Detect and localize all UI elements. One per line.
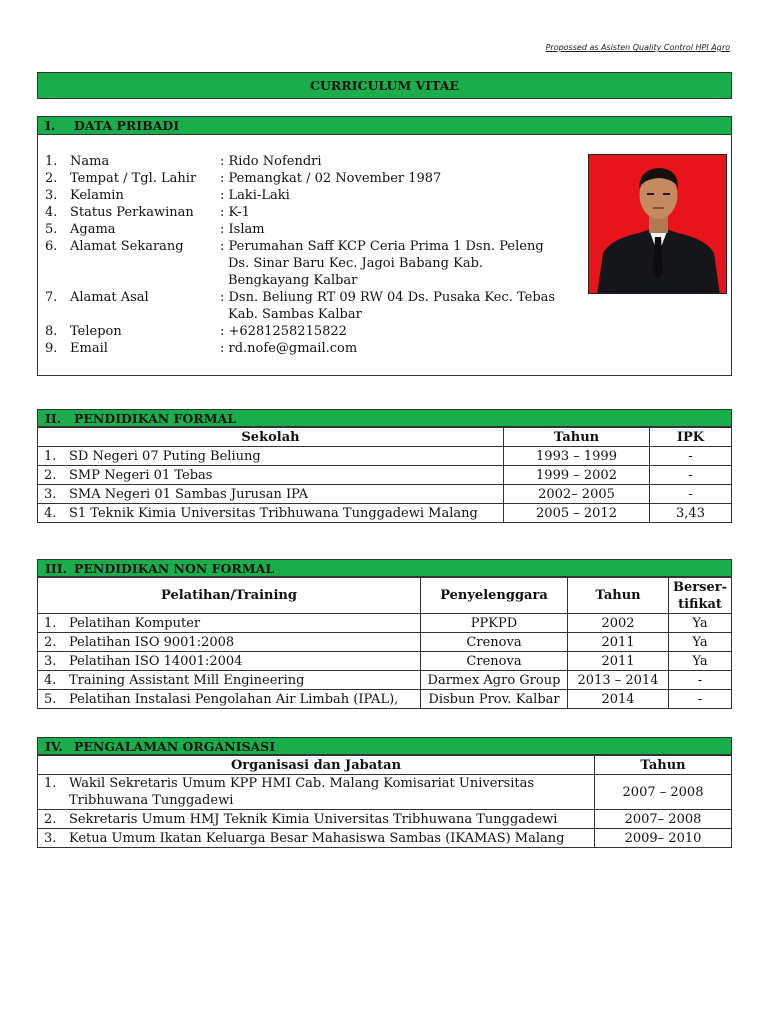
organizer-cell: Darmex Agro Group — [421, 671, 568, 690]
field-value: : Pemangkat / 02 November 1987 — [220, 171, 442, 186]
year-cell: 1993 – 1999 — [504, 447, 650, 466]
pengalaman-organisasi-section — [37, 737, 732, 848]
row-number: 2. — [44, 811, 57, 827]
gpa-cell: - — [650, 485, 732, 504]
row-number: 5. — [44, 691, 57, 707]
field-number: 3. — [45, 188, 58, 203]
school-cell — [38, 447, 504, 466]
certificate-cell: Ya — [669, 633, 732, 652]
personal-field — [45, 170, 565, 187]
row-number: 3. — [44, 653, 57, 669]
organization-cell — [38, 810, 595, 829]
table-row — [38, 652, 732, 671]
table-row — [38, 614, 732, 633]
organization-name: Wakil Sekretaris Umum KPP HMI Cab. Malang Komisariat Universitas — [69, 776, 535, 791]
field-value-continued: Kab. Sambas Kalbar — [228, 307, 362, 322]
personal-field — [45, 323, 565, 340]
section-number: I. — [45, 118, 56, 133]
field-label: Tempat / Tgl. Lahir — [70, 171, 197, 186]
field-label: Status Perkawinan — [70, 205, 194, 220]
field-value-wrap — [220, 238, 565, 289]
header-note: Propossed as Asisten Quality Control HPI Agro — [545, 43, 730, 52]
field-value: : Laki-Laki — [220, 188, 290, 203]
field-value: : Islam — [220, 222, 265, 237]
certificate-cell: - — [669, 690, 732, 709]
formal-education-table — [37, 427, 732, 523]
cv-title: CURRICULUM VITAE — [37, 72, 732, 99]
school-name: SD Negeri 07 Puting Beliung — [69, 448, 261, 464]
table-header-row — [38, 428, 732, 447]
table-row — [38, 485, 732, 504]
section-title: PENDIDIKAN NON FORMAL — [74, 561, 275, 576]
gpa-cell: - — [650, 466, 732, 485]
column-header — [669, 578, 732, 614]
field-number: 8. — [45, 324, 58, 339]
training-cell — [38, 614, 421, 633]
row-number: 1. — [44, 776, 57, 791]
certificate-cell: Ya — [669, 614, 732, 633]
column-header: IPK — [650, 428, 732, 447]
school-name: SMA Negeri 01 Sambas Jurusan IPA — [69, 486, 309, 502]
profile-photo — [588, 154, 727, 294]
year-cell: 2013 – 2014 — [568, 671, 669, 690]
field-label: Alamat Sekarang — [70, 239, 184, 254]
field-number: 2. — [45, 171, 58, 186]
organization-cell — [38, 829, 595, 848]
data-pribadi-section — [37, 116, 732, 376]
table-row — [38, 810, 732, 829]
portrait-illustration — [589, 155, 727, 294]
field-value: : K-1 — [220, 205, 250, 220]
year-cell: 2002– 2005 — [504, 485, 650, 504]
gpa-cell: - — [650, 447, 732, 466]
column-header-line: Berser- — [673, 579, 727, 595]
organizer-cell: Crenova — [421, 652, 568, 671]
training-name: Pelatihan ISO 9001:2008 — [69, 634, 235, 650]
section-header — [37, 409, 732, 427]
row-number: 1. — [44, 615, 57, 631]
year-cell: 1999 – 2002 — [504, 466, 650, 485]
training-cell — [38, 633, 421, 652]
organization-experience-table — [37, 755, 732, 848]
organization-name: Sekretaris Umum HMJ Teknik Kimia Universitas Tribhuwana Tunggadewi — [69, 811, 558, 827]
school-cell — [38, 485, 504, 504]
field-value: : Dsn. Beliung RT 09 RW 04 Ds. Pusaka Kec. Tebas — [220, 290, 556, 305]
year-cell: 2007– 2008 — [595, 810, 732, 829]
column-header: Tahun — [504, 428, 650, 447]
section-header — [37, 559, 732, 577]
organization-name: Ketua Umum Ikatan Keluarga Besar Mahasiswa Sambas (IKAMAS) Malang — [69, 830, 565, 846]
field-number: 5. — [45, 222, 58, 237]
year-cell: 2005 – 2012 — [504, 504, 650, 523]
table-row — [38, 504, 732, 523]
field-number: 6. — [45, 239, 58, 254]
training-name: Pelatihan ISO 14001:2004 — [69, 653, 243, 669]
section-number: IV. — [45, 739, 63, 754]
column-header: Penyelenggara — [421, 578, 568, 614]
row-number: 3. — [44, 486, 57, 502]
table-row — [38, 671, 732, 690]
field-label: Nama — [70, 154, 110, 169]
organizer-cell: PPKPD — [421, 614, 568, 633]
year-cell: 2011 — [568, 652, 669, 671]
row-number: 4. — [44, 505, 57, 521]
school-name: SMP Negeri 01 Tebas — [69, 467, 213, 483]
column-header: Organisasi dan Jabatan — [38, 756, 595, 775]
field-label: Telepon — [70, 324, 122, 339]
personal-field — [45, 238, 565, 289]
table-row — [38, 466, 732, 485]
personal-field — [45, 289, 565, 323]
year-cell: 2007 – 2008 — [595, 775, 732, 810]
year-cell: 2014 — [568, 690, 669, 709]
column-header: Tahun — [568, 578, 669, 614]
field-value: : rd.nofe@gmail.com — [220, 341, 358, 356]
school-name: S1 Teknik Kimia Universitas Tribhuwana Tunggadewi Malang — [69, 505, 478, 521]
section-number: II. — [45, 411, 62, 426]
training-cell — [38, 671, 421, 690]
field-number: 9. — [45, 341, 58, 356]
section-header — [37, 737, 732, 755]
gpa-cell: 3,43 — [650, 504, 732, 523]
row-number: 4. — [44, 672, 57, 688]
table-header-row — [38, 756, 732, 775]
training-name: Training Assistant Mill Engineering — [69, 672, 305, 688]
certificate-cell: - — [669, 671, 732, 690]
table-row — [38, 633, 732, 652]
column-header: Tahun — [595, 756, 732, 775]
field-value-continued: Ds. Sinar Baru Kec. Jagoi Babang Kab. Bengkayang Kalbar — [228, 256, 484, 288]
row-number: 2. — [44, 467, 57, 483]
section-number: III. — [45, 561, 67, 576]
year-cell: 2002 — [568, 614, 669, 633]
personal-field — [45, 204, 565, 221]
row-number: 3. — [44, 830, 57, 846]
training-name: Pelatihan Instalasi Pengolahan Air Limbah (IPAL), — [69, 691, 399, 707]
field-number: 1. — [45, 154, 58, 169]
table-header-row — [38, 578, 732, 614]
field-label: Kelamin — [70, 188, 124, 203]
training-cell — [38, 690, 421, 709]
pendidikan-formal-section — [37, 409, 732, 523]
certificate-cell: Ya — [669, 652, 732, 671]
field-label: Email — [70, 341, 108, 356]
personal-field — [45, 153, 565, 170]
table-row — [38, 447, 732, 466]
field-number: 7. — [45, 290, 58, 305]
year-cell: 2009– 2010 — [595, 829, 732, 848]
field-label: Alamat Asal — [70, 290, 149, 305]
column-header-line: tifikat — [678, 596, 722, 612]
row-number: 2. — [44, 634, 57, 650]
personal-data-list — [45, 153, 565, 357]
table-row — [38, 690, 732, 709]
column-header: Pelatihan/Training — [38, 578, 421, 614]
field-number: 4. — [45, 205, 58, 220]
organization-name-continued: Tribhuwana Tunggadewi — [69, 793, 234, 808]
section-title: PENDIDIKAN FORMAL — [74, 411, 237, 426]
organization-cell — [38, 775, 595, 810]
school-cell — [38, 504, 504, 523]
field-value: : +6281258215822 — [220, 324, 347, 339]
section-header — [38, 117, 731, 135]
section-title: PENGALAMAN ORGANISASI — [74, 739, 276, 754]
field-value-wrap — [220, 289, 565, 323]
non-formal-education-table — [37, 577, 732, 709]
training-name: Pelatihan Komputer — [69, 615, 201, 631]
school-cell — [38, 466, 504, 485]
field-value: : Rido Nofendri — [220, 154, 322, 169]
personal-field — [45, 221, 565, 238]
column-header: Sekolah — [38, 428, 504, 447]
training-cell — [38, 652, 421, 671]
pendidikan-non-formal-section — [37, 559, 732, 709]
year-cell: 2011 — [568, 633, 669, 652]
personal-field — [45, 187, 565, 204]
personal-field — [45, 340, 565, 357]
organizer-cell: Disbun Prov. Kalbar — [421, 690, 568, 709]
table-row — [38, 829, 732, 848]
field-value: : Perumahan Saff KCP Ceria Prima 1 Dsn. Peleng — [220, 239, 544, 254]
field-label: Agama — [70, 222, 116, 237]
section-title: DATA PRIBADI — [74, 118, 180, 133]
organizer-cell: Crenova — [421, 633, 568, 652]
row-number: 1. — [44, 448, 57, 464]
table-row — [38, 775, 732, 810]
